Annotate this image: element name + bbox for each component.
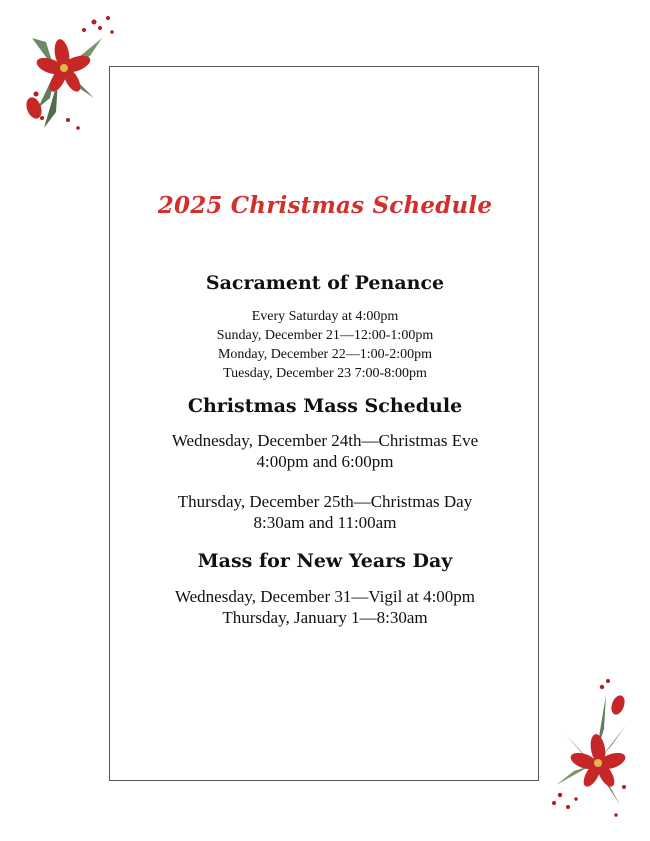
christmas-day-line: Thursday, December 25th—Christmas Day (177, 492, 473, 511)
poinsettia-decoration-top-left-icon (24, 8, 120, 138)
penance-line: Monday, December 22—1:00-2:00pm (217, 347, 433, 362)
christmas-mass-heading: Christmas Mass Schedule (187, 395, 463, 417)
penance-line: Every Saturday at 4:00pm (251, 309, 399, 324)
christmas-eve-line: 4:00pm and 6:00pm (256, 452, 394, 471)
christmas-day-line: 8:30am and 11:00am (253, 513, 397, 532)
poinsettia-decoration-bottom-right-icon (546, 675, 636, 820)
new-years-line: Thursday, January 1—8:30am (222, 608, 428, 627)
schedule-frame (109, 66, 539, 781)
new-years-times (0, 586, 650, 628)
penance-line: Tuesday, December 23 7:00-8:00pm (223, 366, 427, 381)
schedule-title: 2025 Christmas Schedule (157, 192, 493, 219)
christmas-eve-times (0, 430, 650, 472)
penance-line: Sunday, December 21—12:00-1:00pm (216, 328, 434, 343)
new-years-line: Wednesday, December 31—Vigil at 4:00pm (174, 587, 476, 606)
penance-heading: Sacrament of Penance (205, 272, 445, 294)
christmas-eve-line: Wednesday, December 24th—Christmas Eve (171, 431, 479, 450)
christmas-day-times (0, 491, 650, 533)
new-years-heading: Mass for New Years Day (197, 550, 453, 572)
penance-times (0, 307, 650, 383)
